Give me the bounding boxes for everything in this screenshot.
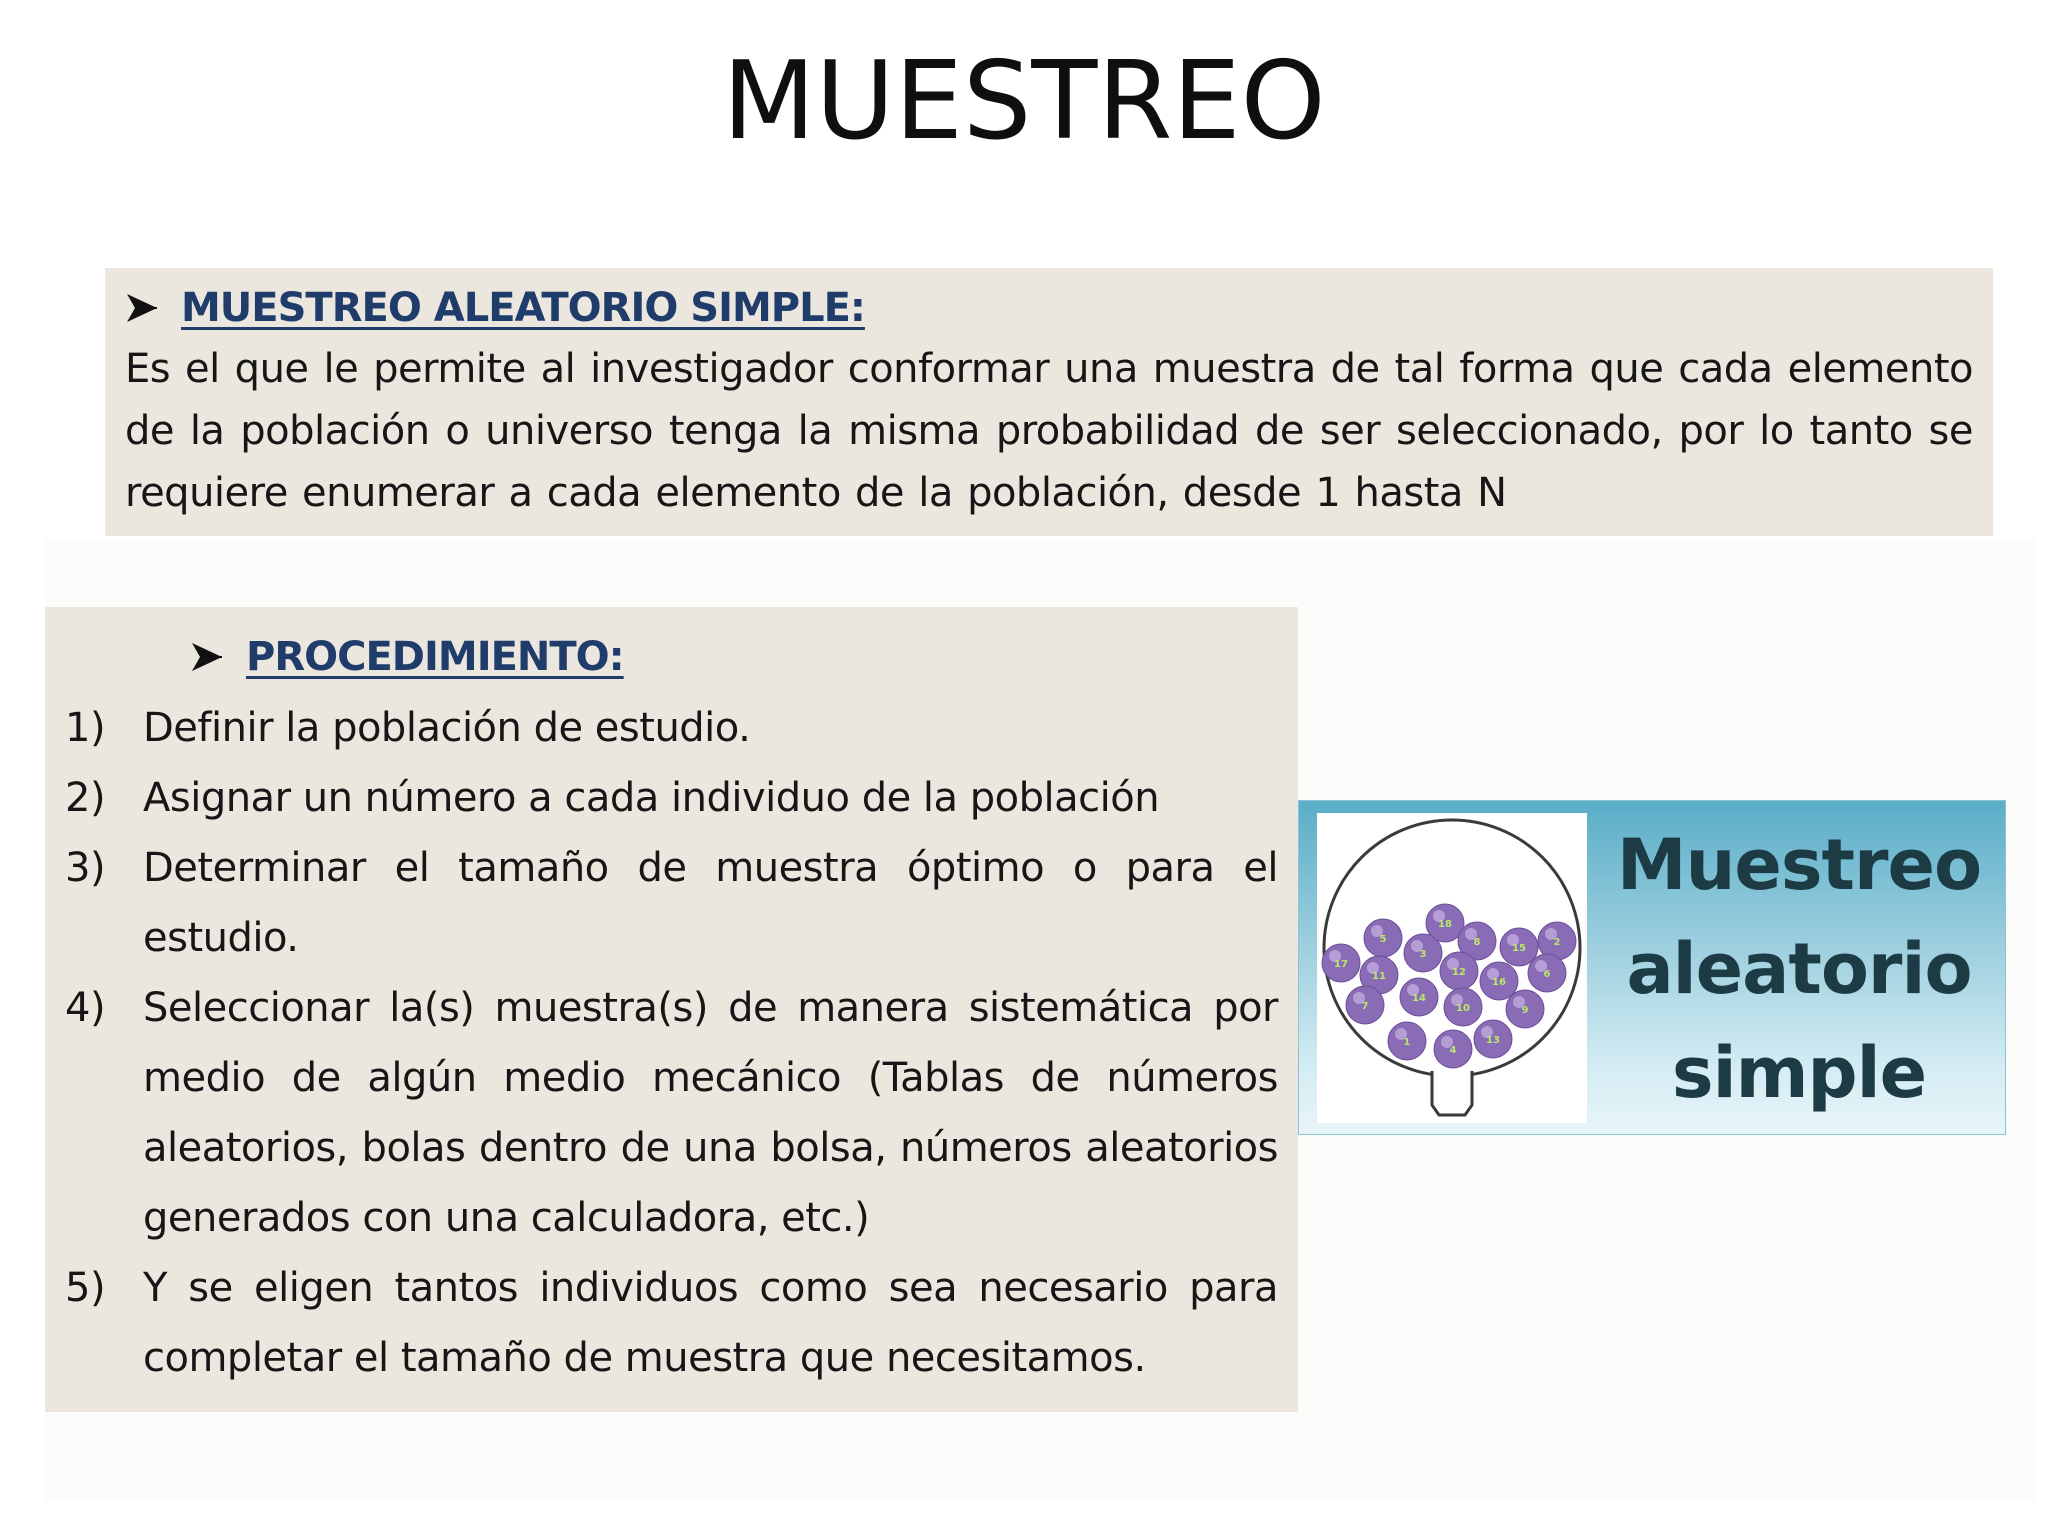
definition-heading-row <box>125 278 1973 338</box>
lottery-illustration <box>1298 800 2006 1135</box>
lottery-ball <box>1322 944 1360 982</box>
lottery-ball <box>1440 952 1478 990</box>
slide-title: MUESTREO <box>722 39 1326 164</box>
step-text: Y se eligen tantos individuos como sea necesario para completar el tamaño de muestra que necesitamos. <box>143 1265 1278 1381</box>
step-text: Definir la población de estudio. <box>143 705 751 751</box>
lottery-ball-number: 15 <box>1512 943 1526 954</box>
lottery-ball-number: 6 <box>1543 969 1551 980</box>
lottery-ball-number: 11 <box>1372 971 1386 982</box>
procedure-steps <box>65 693 1278 1393</box>
lottery-ball <box>1388 1022 1426 1060</box>
step-number: 1) <box>65 705 106 751</box>
illustration-title-line: simple <box>1671 1032 1927 1114</box>
lottery-ball-number: 12 <box>1452 967 1466 978</box>
procedure-heading: PROCEDIMIENTO: <box>246 634 624 680</box>
procedure-step <box>65 833 1278 973</box>
procedure-step <box>65 973 1278 1253</box>
procedure-heading-row <box>190 625 1278 689</box>
lottery-ball-number: 17 <box>1334 959 1348 970</box>
step-text: Determinar el tamaño de muestra óptimo o para el estudio. <box>143 845 1278 961</box>
lottery-ball-number: 16 <box>1492 977 1506 988</box>
lottery-ball <box>1400 978 1438 1016</box>
step-number: 3) <box>65 845 106 891</box>
lottery-ball-number: 3 <box>1419 949 1427 960</box>
lottery-ball <box>1444 988 1482 1026</box>
lottery-ball <box>1346 986 1384 1024</box>
lottery-ball <box>1434 1030 1472 1068</box>
procedure-step <box>65 763 1278 833</box>
step-number: 5) <box>65 1265 106 1311</box>
lottery-ball-number: 2 <box>1553 937 1561 948</box>
lottery-ball-number: 1 <box>1403 1037 1411 1048</box>
procedure-step <box>65 693 1278 763</box>
definition-text: Es el que le permite al investigador conformar una muestra de tal forma que cada elemento de la población o universo tenga la misma probabilidad de ser seleccionado, por lo tanto se requiere enumerar a cada elemento de la población, desde 1 hasta N <box>125 346 1973 516</box>
lottery-ball <box>1506 990 1544 1028</box>
lottery-drum-frame <box>1317 813 1587 1123</box>
lottery-ball <box>1404 934 1442 972</box>
lottery-ball-number: 8 <box>1473 937 1481 948</box>
lottery-ball-number: 13 <box>1486 1035 1500 1046</box>
lottery-ball <box>1528 954 1566 992</box>
lottery-ball-number: 7 <box>1361 1001 1369 1012</box>
illustration-title-line: Muestreo <box>1616 824 1982 906</box>
lottery-ball-number: 5 <box>1379 934 1387 945</box>
lottery-ball <box>1474 1020 1512 1058</box>
lottery-ball <box>1364 919 1402 957</box>
lottery-ball-number: 10 <box>1456 1003 1470 1014</box>
definition-heading: MUESTREO ALEATORIO SIMPLE: <box>181 285 865 331</box>
lottery-ball-number: 9 <box>1521 1005 1529 1016</box>
procedure-box <box>45 607 1298 1412</box>
illustration-title <box>1599 813 1999 1125</box>
procedure-step <box>65 1253 1278 1393</box>
lottery-ball-number: 14 <box>1412 993 1426 1004</box>
illustration-title-line: aleatorio <box>1626 928 1972 1010</box>
step-number: 2) <box>65 775 106 821</box>
arrow-bullet-icon <box>125 291 159 325</box>
step-text: Seleccionar la(s) muestra(s) de manera sistemática por medio de algún medio mecánico (Tablas de números aleatorios, bolas dentro de una bolsa, números aleatorios generados con una calculadora, etc.) <box>143 985 1278 1241</box>
lottery-ball-number: 4 <box>1449 1045 1457 1056</box>
definition-box <box>105 268 1993 536</box>
step-number: 4) <box>65 985 106 1031</box>
lottery-drum-icon <box>1317 813 1587 1123</box>
step-text: Asignar un número a cada individuo de la población <box>143 775 1160 821</box>
lottery-ball-number: 18 <box>1438 919 1452 930</box>
arrow-bullet-icon <box>190 640 224 674</box>
